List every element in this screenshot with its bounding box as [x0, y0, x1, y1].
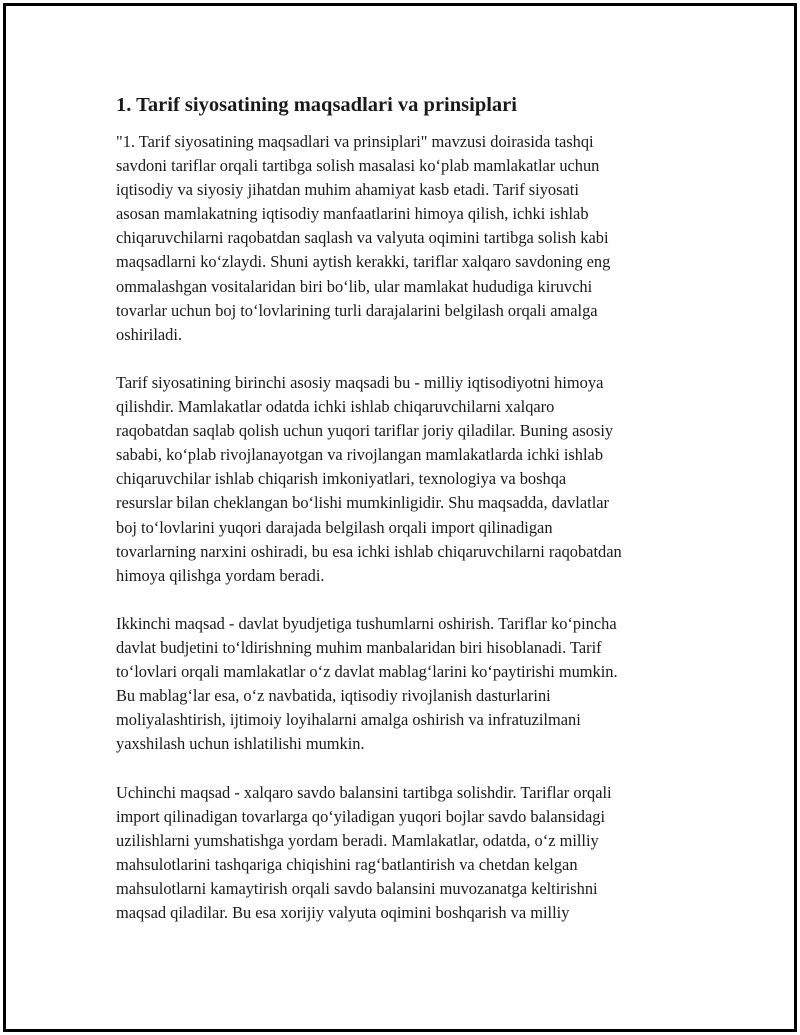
paragraph-intro — [116, 130, 696, 347]
text-line: maqsadlarni koʻzlaydi. Shuni aytish kerakki, tariflar xalqaro savdoning eng — [116, 252, 611, 272]
text-line: himoya qilishga yordam beradi. — [116, 565, 325, 585]
text-line: chiqaruvchilarni raqobatdan saqlash va valyuta oqimini tartibga solish kabi — [116, 228, 609, 248]
text-line: Ikkinchi maqsad - davlat byudjetiga tushumlarni oshirish. Tariflar koʻpincha — [116, 613, 617, 633]
text-line: asosan mamlakatning iqtisodiy manfaatlarini himoya qilish, ichki ishlab — [116, 204, 589, 224]
text-line: import qilinadigan tovarlarga qoʻyiladigan yuqori bojlar savdo balansidagi — [116, 806, 606, 826]
text-line: tovarlarning narxini oshiradi, bu esa ichki ishlab chiqaruvchilarni raqobatdan — [116, 541, 622, 561]
text-line: uzilishlarni yumshatishga yordam beradi. Mamlakatlar, odatda, oʻz milliy — [116, 830, 599, 850]
text-line: boj toʻlovlarini yuqori darajada belgilash orqali import qilinadigan — [116, 517, 553, 537]
text-line: maqsad qiladilar. Bu esa xorijiy valyuta oqimini boshqarish va milliy — [116, 903, 570, 922]
text-line: Uchinchi maqsad - xalqaro savdo balansini tartibga solishdir. Tariflar orqali — [116, 782, 612, 802]
text-line: raqobatdan saqlab qolish uchun yuqori tariflar joriy qiladilar. Buning asosiy — [116, 421, 614, 441]
text-line: toʻlovlari orqali mamlakatlar oʻz davlat mablagʻlarini koʻpaytirishi mumkin. — [116, 662, 618, 682]
text-line: iqtisodiy va siyosiy jihatdan muhim ahamiyat kasb etadi. Tarif siyosati — [116, 180, 579, 200]
text-line: ommalashgan vositalaridan biri boʻlib, ular mamlakat hududiga kiruvchi — [116, 276, 593, 296]
text-line: chiqaruvchilar ishlab chiqarish imkoniyatlari, texnologiya va boshqa — [116, 469, 567, 489]
paragraph-first-goal — [116, 371, 696, 588]
paragraph-third-goal — [116, 781, 696, 926]
text-line: tovarlar uchun boj toʻlovlarining turli darajalarini belgilash orqali amalga — [116, 300, 598, 320]
text-line: mahsulotlarni kamaytirish orqali savdo balansini muvozanatga keltirishni — [116, 878, 598, 898]
text-line: davlat budjetini toʻldirishning muhim manbalaridan biri hisoblanadi. Tarif — [116, 637, 602, 657]
text-line: sababi, koʻplab rivojlanayotgan va rivojlangan mamlakatlarda ichki ishlab — [116, 445, 604, 465]
text-line: qilishdir. Mamlakatlar odatda ichki ishlab chiqaruvchilarni xalqaro — [116, 397, 555, 417]
text-line: moliyalashtirish, ijtimoiy loyihalarni amalga oshirish va infratuzilmani — [116, 710, 581, 730]
text-line: Tarif siyosatining birinchi asosiy maqsadi bu - milliy iqtisodiyotni himoya — [116, 372, 604, 392]
paragraph-second-goal — [116, 612, 696, 757]
text-line: yaxshilash uchun ishlatilishi mumkin. — [116, 734, 365, 754]
section-heading: 1. Tarif siyosatining maqsadlari va prinsiplari — [116, 94, 517, 116]
text-line: resurslar bilan cheklangan boʻlishi mumkinligidir. Shu maqsadda, davlatlar — [116, 493, 609, 513]
text-line: savdoni tariflar orqali tartibga solish masalasi koʻplab mamlakatlar uchun — [116, 156, 600, 176]
text-line: Bu mablagʻlar esa, oʻz navbatida, iqtisodiy rivojlanish dasturlarini — [116, 686, 551, 706]
text-line: oshiriladi. — [116, 324, 183, 344]
text-line: "1. Tarif siyosatining maqsadlari va prinsiplari" mavzusi doirasida tashqi — [116, 132, 594, 151]
document-body — [116, 92, 696, 949]
text-line: mahsulotlarini tashqariga chiqishini ragʻbatlantirish va chetdan kelgan — [116, 854, 578, 874]
